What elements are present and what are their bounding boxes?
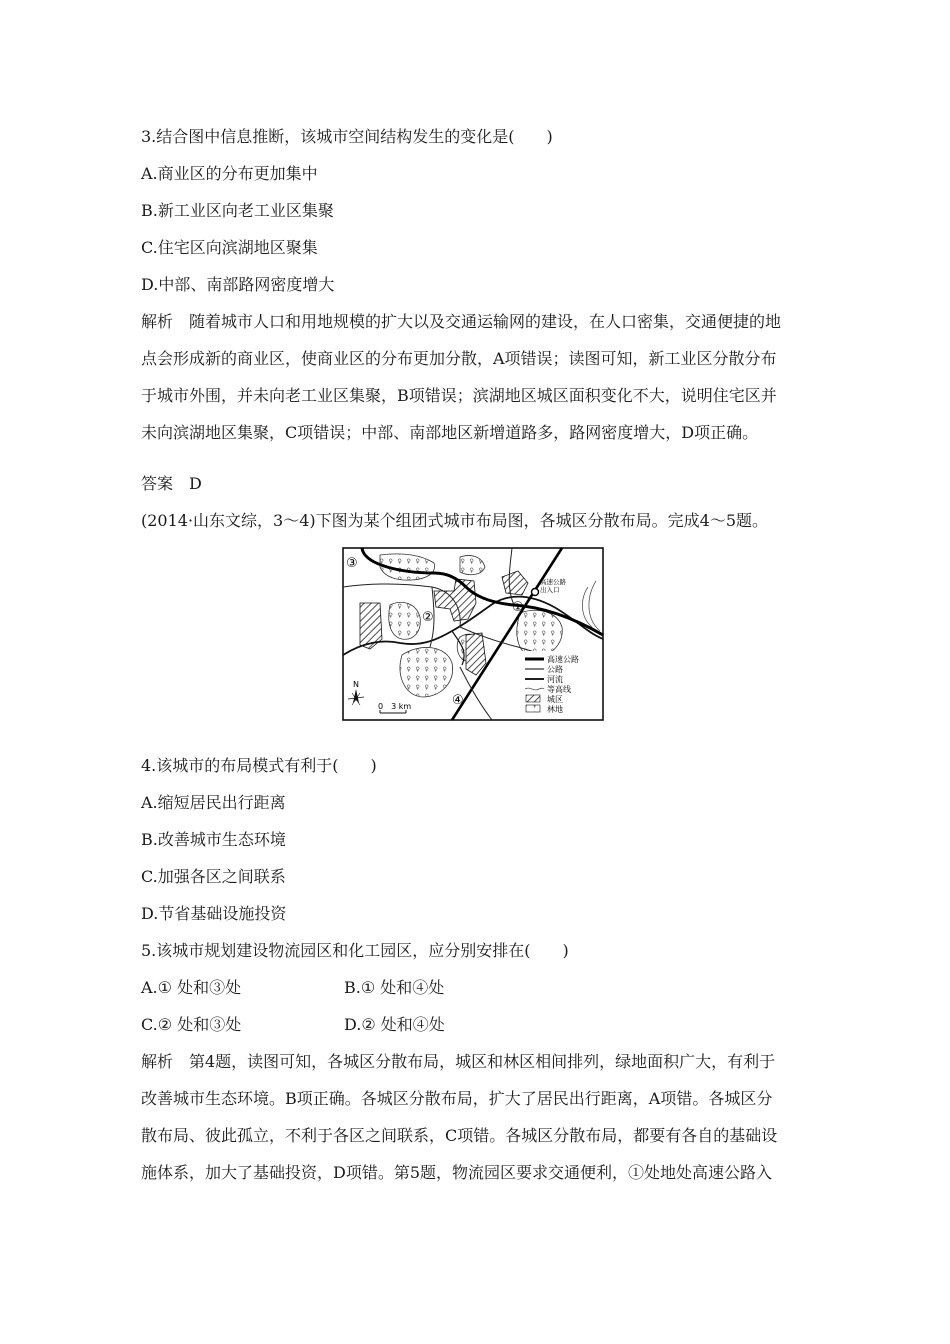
q5-analysis-line: 解析 第4题，读图可知，各城区分散布局，城区和林区相间排列，绿地面积广大，有利于 bbox=[141, 1052, 776, 1071]
intro-text: (2014·山东文综，3～4)下图为某个组团式城市布局图，各城区分散布局。完成4～5题。 bbox=[141, 511, 769, 530]
location-label-4: ④ bbox=[452, 693, 464, 708]
q3-analysis-line: 解析 随着城市人口和用地规模的扩大以及交通运输网的建设，在人口密集，交通便捷的地 bbox=[141, 312, 782, 331]
q3-analysis-line: 未向滨湖地区集聚，C项错误；中部、南部地区新增道路多，路网密度增大，D项正确。 bbox=[141, 423, 759, 442]
q5-option-b: B.① 处和④处 bbox=[344, 978, 445, 997]
entrance-label: 出入口 bbox=[540, 586, 560, 594]
q3-answer: 答案 D bbox=[141, 474, 202, 493]
q4-option-d: D.节省基础设施投资 bbox=[141, 904, 287, 923]
location-label-2: ② bbox=[422, 610, 434, 625]
legend-label: 等高线 bbox=[547, 685, 571, 694]
q5-stem: 5.该城市规划建设物流园区和化工园区，应分别安排在( ) bbox=[141, 941, 569, 960]
legend-label: 高速公路 bbox=[547, 655, 579, 664]
q3-option-b: B.新工业区向老工业区集聚 bbox=[141, 201, 334, 220]
q3-stem: 3.结合图中信息推断，该城市空间结构发生的变化是( ) bbox=[141, 127, 553, 146]
q5-option-d: D.② 处和④处 bbox=[344, 1015, 445, 1034]
location-label-3: ③ bbox=[346, 556, 358, 571]
q5-option-a: A.① 处和③处 bbox=[141, 978, 242, 997]
expressway-entrance bbox=[532, 589, 539, 596]
q4-option-a: A.缩短居民出行距离 bbox=[141, 793, 286, 812]
svg-text:0 3 km: 0 3 km bbox=[378, 702, 412, 711]
city-layout-map bbox=[342, 547, 604, 721]
q3-option-a: A.商业区的分布更加集中 bbox=[141, 164, 318, 183]
q5-analysis-line: 散布局、彼此孤立，不利于各区之间联系，C项错。各城区分散布局，都要有各自的基础设 bbox=[141, 1126, 778, 1145]
q4-option-b: B.改善城市生态环境 bbox=[141, 830, 286, 849]
q4-stem: 4.该城市的布局模式有利于( ) bbox=[141, 756, 377, 775]
q5-option-c: C.② 处和③处 bbox=[141, 1015, 242, 1034]
map-legend bbox=[522, 651, 602, 719]
legend-label: 林地 bbox=[547, 705, 563, 714]
q4-option-c: C.加强各区之间联系 bbox=[141, 867, 286, 886]
entrance-label: 高速公路 bbox=[540, 578, 566, 586]
q5-analysis bbox=[141, 1043, 811, 1191]
q3-analysis-line: 于城市外围，并未向老工业区集聚，B项错误；滨湖地区城区面积变化不大，说明住宅区并 bbox=[141, 386, 777, 405]
q3-option-d: D.中部、南部路网密度增大 bbox=[141, 275, 335, 294]
q5-analysis-line: 施体系，加大了基础投资，D项错。第5题，物流园区要求交通便利，①处地处高速公路入 bbox=[141, 1163, 773, 1182]
svg-text:N: N bbox=[353, 680, 359, 689]
legend-label: 公路 bbox=[547, 665, 563, 674]
legend-label: 河流 bbox=[547, 675, 563, 684]
legend-label: 城区 bbox=[547, 695, 563, 704]
location-label-1: ① bbox=[512, 600, 524, 615]
q3-analysis bbox=[141, 303, 811, 451]
q5-analysis-line: 改善城市生态环境。B项正确。各城区分散布局，扩大了居民出行距离，A项错。各城区分 bbox=[141, 1089, 773, 1108]
q3-analysis-line: 点会形成新的商业区，使商业区的分布更加分散，A项错误；读图可知，新工业区分散分布 bbox=[141, 349, 777, 368]
q3-option-c: C.住宅区向滨湖地区聚集 bbox=[141, 238, 318, 257]
